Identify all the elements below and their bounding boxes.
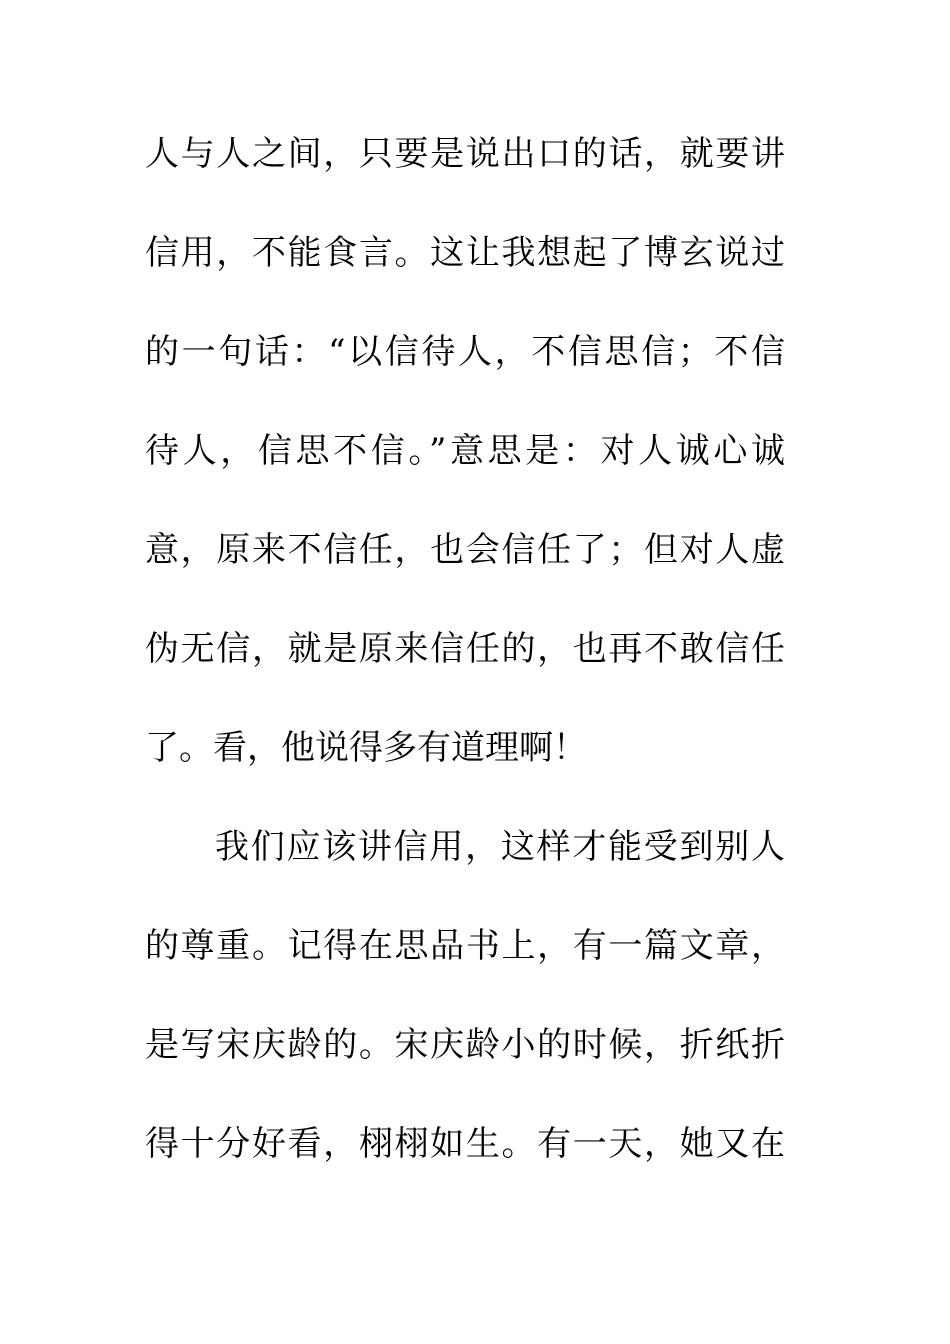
text-line-8: 我们应该讲信用，这样才能受到别人 — [215, 827, 785, 867]
text-line-6: 伪无信，就是原来信任的，也再不敢信任 — [145, 629, 785, 669]
body-text — [145, 126, 785, 1215]
text-line-1: 人与人之间，只要是说出口的话，就要讲 — [145, 134, 785, 174]
text-line-2: 信用，不能食言。这让我想起了博玄说过 — [145, 233, 785, 273]
text-line-11: 得十分好看，栩栩如生。有一天，她又在 — [145, 1124, 785, 1164]
text-line-10: 是写宋庆龄的。宋庆龄小的时候，折纸折 — [145, 1025, 785, 1065]
text-line-9: 的尊重。记得在思品书上，有一篇文章， — [145, 926, 785, 966]
text-line-7: 了。看，他说得多有道理啊！ — [145, 728, 587, 768]
text-line-5: 意，原来不信任，也会信任了；但对人虚 — [145, 530, 785, 570]
text-line-4: 待人，信思不信。”意思是：对人诚心诚 — [145, 431, 785, 471]
text-line-3: 的一句话：“以信待人，不信思信；不信 — [145, 332, 785, 372]
